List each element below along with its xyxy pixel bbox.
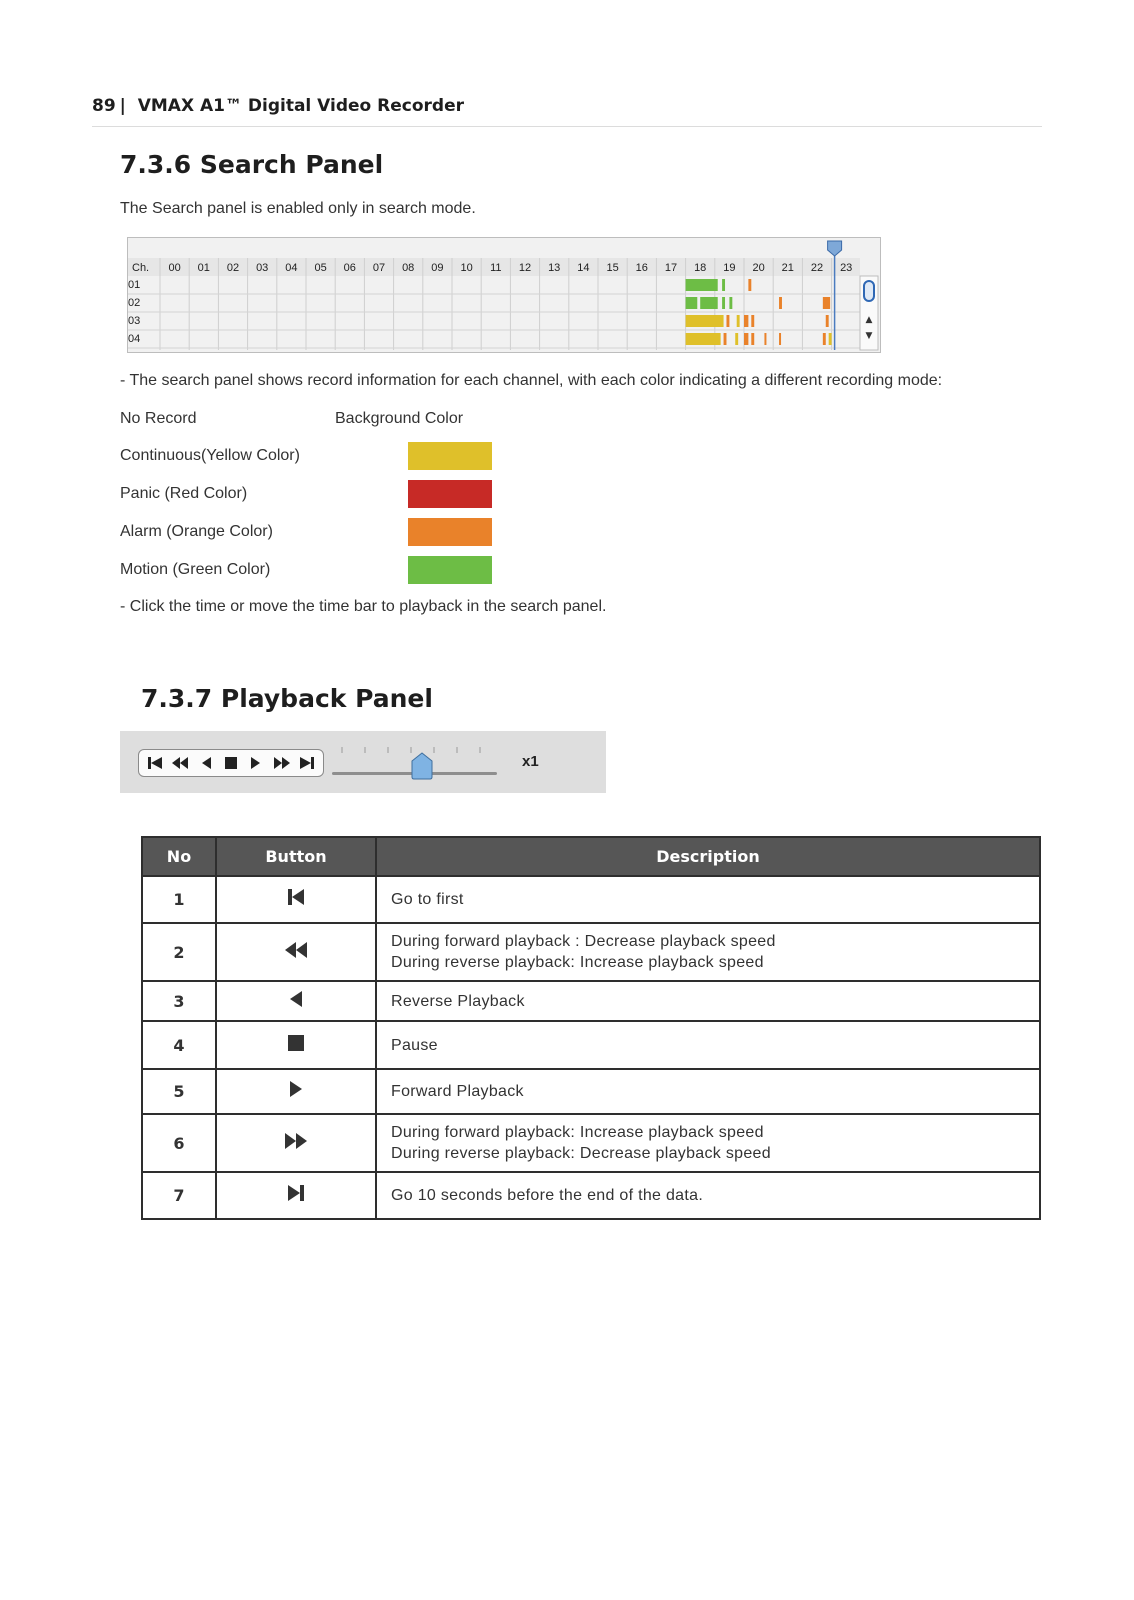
- channel-label: 04: [128, 333, 141, 345]
- page-header: [92, 96, 1042, 127]
- record-block: [748, 279, 751, 291]
- table-row: [142, 923, 1040, 981]
- search-timeline[interactable]: [128, 238, 880, 352]
- slider-thumb[interactable]: [412, 753, 432, 779]
- motion-swatch: [408, 556, 492, 584]
- legend-panic-label: Panic (Red Color): [120, 485, 248, 502]
- row-description: [376, 923, 1040, 981]
- description-line: Go to first: [391, 891, 464, 908]
- panic-swatch: [408, 480, 492, 508]
- table-row: [142, 1021, 1040, 1069]
- record-block: [735, 333, 738, 345]
- row-button: [216, 1069, 376, 1114]
- record-block: [751, 315, 754, 327]
- description-line: Pause: [391, 1036, 438, 1054]
- hour-tick-label: 19: [723, 262, 736, 274]
- record-block: [686, 333, 721, 345]
- table-row: [142, 876, 1040, 923]
- legend-motion-label: Motion (Green Color): [120, 561, 271, 578]
- hour-tick-label: 11: [490, 262, 502, 274]
- fast-forward-icon[interactable]: [271, 753, 293, 773]
- row-button: [216, 1114, 376, 1172]
- channel-label: 01: [128, 279, 141, 291]
- row-button: [216, 876, 376, 923]
- channel-label: 03: [128, 315, 141, 327]
- scroll-up-icon: ▲: [865, 315, 873, 325]
- row-button: [216, 1021, 376, 1069]
- last-icon[interactable]: [296, 753, 318, 773]
- record-block: [724, 333, 727, 345]
- hour-tick-label: 01: [197, 262, 210, 274]
- hour-tick-label: 17: [664, 262, 678, 274]
- speed-slider[interactable]: [332, 739, 510, 785]
- row-button: [216, 923, 376, 981]
- hour-tick-label: 16: [635, 262, 648, 274]
- hour-tick-label: 18: [694, 262, 707, 274]
- description-line: Reverse Playback: [391, 992, 525, 1010]
- fast-forward-icon: [283, 1130, 309, 1152]
- row-description: [376, 1021, 1040, 1069]
- search-panel-heading: 7.3.6 Search Panel: [120, 150, 384, 179]
- record-block: [826, 315, 829, 327]
- hour-tick-label: 23: [840, 262, 853, 274]
- hour-tick-label: 05: [314, 262, 327, 274]
- pause-icon[interactable]: [220, 753, 242, 773]
- record-block: [744, 333, 748, 345]
- legend-background-color: Background Color: [335, 410, 464, 427]
- pause-icon: [285, 1032, 307, 1054]
- table-header-row: [142, 837, 1040, 876]
- rewind-icon: [283, 939, 309, 961]
- record-block: [823, 333, 826, 345]
- row-description: [376, 876, 1040, 923]
- row-number: 7: [142, 1172, 216, 1219]
- row-description: [376, 1114, 1040, 1172]
- row-number: 1: [142, 876, 216, 923]
- hour-tick-label: 07: [372, 262, 386, 274]
- playback-panel-heading: 7.3.7 Playback Panel: [141, 684, 433, 713]
- timeline-background: [128, 238, 880, 352]
- hour-tick-label: 03: [256, 262, 269, 274]
- hour-tick-label: 22: [810, 262, 824, 274]
- row-number: 3: [142, 981, 216, 1021]
- row-button: [216, 1172, 376, 1219]
- table-row: [142, 981, 1040, 1021]
- search-panel-footer-note: - Click the time or move the time bar to playback in the search panel.: [120, 598, 607, 615]
- continuous-swatch: [408, 442, 492, 470]
- table-row: [142, 1069, 1040, 1114]
- hour-tick-label: 21: [781, 262, 794, 274]
- last-icon: [285, 1182, 307, 1204]
- legend-no-record: No Record: [120, 410, 197, 427]
- hour-tick-label: 09: [431, 262, 444, 274]
- record-block: [700, 297, 718, 309]
- hour-tick-label: 04: [285, 262, 298, 274]
- table-row: [142, 1114, 1040, 1172]
- hour-tick-label: 12: [518, 262, 532, 274]
- alarm-swatch: [408, 518, 492, 546]
- hour-tick-label: 15: [606, 262, 619, 274]
- record-block: [722, 279, 725, 291]
- row-number: 6: [142, 1114, 216, 1172]
- play-icon[interactable]: [245, 753, 267, 773]
- description-line: During reverse playback: Decrease playback speed: [391, 1145, 771, 1162]
- record-block: [751, 333, 754, 345]
- channel-label: 02: [128, 297, 141, 309]
- header-description: Description: [376, 837, 1040, 876]
- row-number: 2: [142, 923, 216, 981]
- play-icon: [285, 1078, 307, 1100]
- record-block: [726, 315, 729, 327]
- reverse-play-icon[interactable]: [195, 753, 217, 773]
- legend-continuous-label: Continuous(Yellow Color): [120, 447, 300, 464]
- speed-label: x1: [522, 753, 539, 770]
- page-number: 89: [92, 96, 116, 116]
- channel-header: Ch.: [132, 262, 150, 274]
- header-no: No: [142, 837, 216, 876]
- header-button: Button: [216, 837, 376, 876]
- record-block: [779, 333, 781, 345]
- row-number: 4: [142, 1021, 216, 1069]
- table-row: [142, 1172, 1040, 1219]
- hour-tick-label: 02: [226, 262, 240, 274]
- first-icon[interactable]: [144, 753, 166, 773]
- record-block: [686, 297, 698, 309]
- hour-tick-label: 06: [343, 262, 356, 274]
- document-title: VMAX A1™ Digital Video Recorder: [137, 96, 464, 116]
- playback-panel-image: [120, 731, 606, 793]
- record-block: [823, 297, 830, 309]
- record-block: [729, 297, 732, 309]
- row-number: 5: [142, 1069, 216, 1114]
- rewind-icon[interactable]: [169, 753, 191, 773]
- record-block: [737, 315, 740, 327]
- legend-alarm-label: Alarm (Orange Color): [120, 523, 273, 540]
- row-button: [216, 981, 376, 1021]
- row-description: [376, 981, 1040, 1021]
- record-block: [829, 333, 832, 345]
- first-icon: [285, 886, 307, 908]
- header-separator: |: [119, 96, 126, 116]
- record-block: [779, 297, 782, 309]
- record-block: [744, 315, 748, 327]
- search-panel-intro: The Search panel is enabled only in search mode.: [120, 200, 476, 217]
- row-description: [376, 1172, 1040, 1219]
- description-line: Go 10 seconds before the end of the data.: [391, 1187, 704, 1204]
- description-line: During forward playback: Increase playback speed: [391, 1124, 764, 1141]
- scroll-down-icon: ▼: [865, 331, 873, 341]
- search-panel-description: - The search panel shows record information for each channel, with each color indicating a different recording mode:: [120, 372, 943, 389]
- hour-tick-label: 14: [577, 262, 590, 274]
- description-line: Forward Playback: [391, 1083, 524, 1100]
- hour-tick-label: 13: [548, 262, 561, 274]
- record-block: [722, 297, 725, 309]
- hour-tick-label: 00: [168, 262, 181, 274]
- playback-controls: [138, 749, 324, 777]
- reverse-play-icon: [285, 988, 307, 1010]
- scrollbar-thumb: [864, 281, 874, 301]
- record-block: [686, 315, 724, 327]
- hour-tick-label: 10: [460, 262, 473, 274]
- record-block: [686, 279, 718, 291]
- hour-tick-label: 08: [402, 262, 415, 274]
- button-table: [141, 836, 1041, 1220]
- row-description: [376, 1069, 1040, 1114]
- description-line: During reverse playback: Increase playback speed: [391, 954, 764, 971]
- search-panel-image[interactable]: [127, 237, 881, 353]
- hour-tick-label: 20: [752, 262, 765, 274]
- record-block: [764, 333, 766, 345]
- description-line: During forward playback : Decrease playback speed: [391, 933, 776, 950]
